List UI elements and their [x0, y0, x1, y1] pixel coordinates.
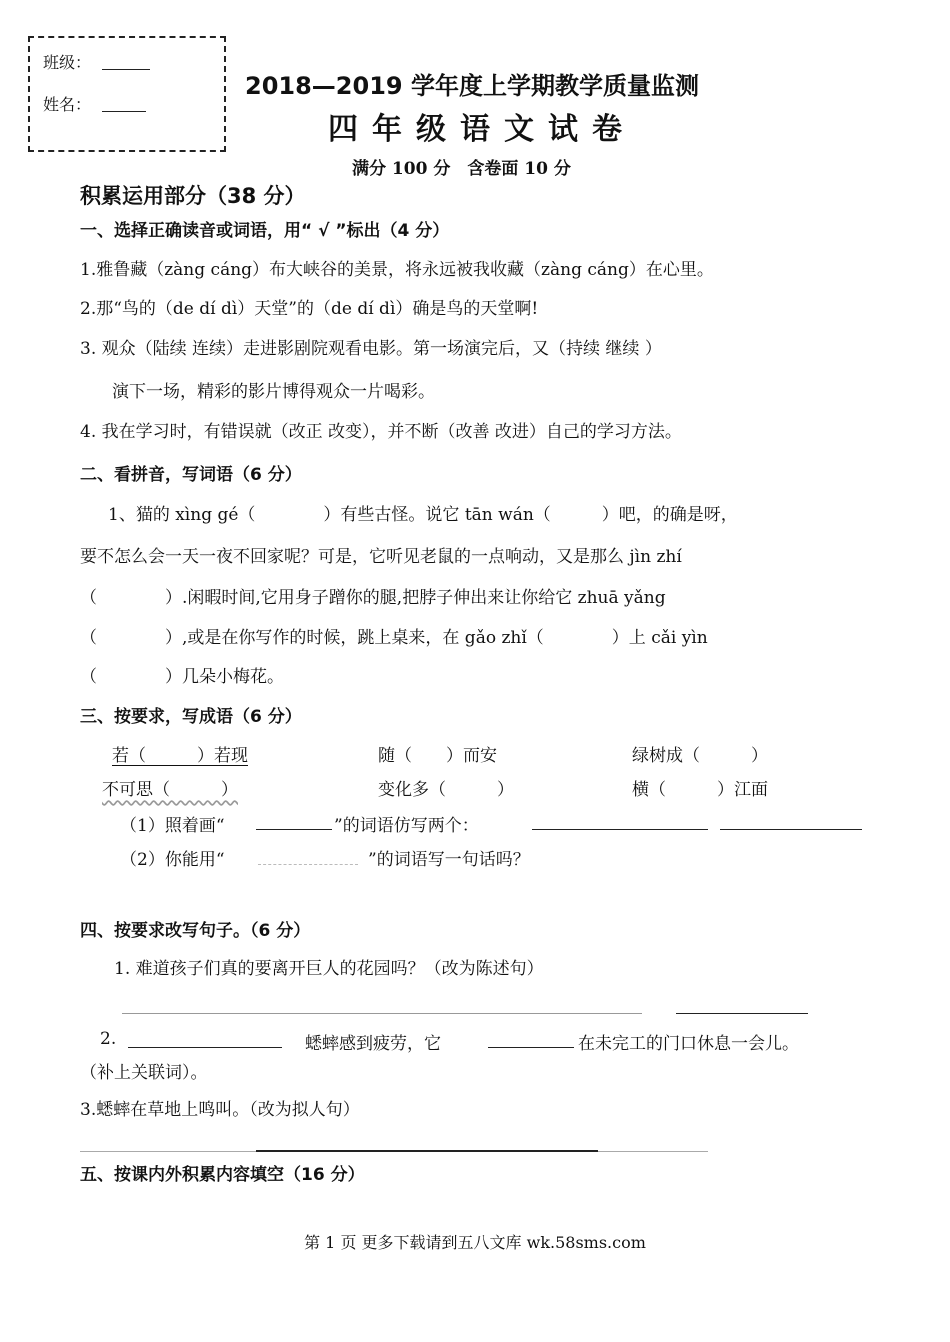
q3-sub1-answer-2[interactable]	[720, 828, 862, 830]
q4-answer-line-1a[interactable]	[122, 1012, 642, 1014]
idiom-5: 变化多（ ）	[378, 780, 514, 800]
q5-title: 五、按课内外积累内容填空（16 分）	[80, 1165, 365, 1185]
idiom-4: 不可思（ ）	[102, 780, 238, 800]
q3-sub1-suffix: ”的词语仿写两个：	[334, 816, 479, 836]
idiom-2: 随（ ）而安	[378, 746, 497, 766]
q2-line-4: （ ）,或是在你写作的时候，跳上桌来，在 gǎo zhǐ（ ）上 cǎi yìn	[80, 628, 708, 648]
q4-answer-line-3b[interactable]	[256, 1149, 598, 1152]
q1-line-2: 2.那“鸟的（de dí dì）天堂”的（de dí dì）确是鸟的天堂啊!	[80, 299, 539, 319]
q4-sentence-3: 3.蟋蟀在草地上鸣叫。（改为拟人句）	[80, 1100, 360, 1120]
q4-s2-text-a: 蟋蟀感到疲劳，它	[305, 1034, 441, 1054]
name-blank[interactable]	[102, 110, 146, 112]
q3-sub1-pattern-blank	[256, 828, 332, 830]
q4-sentence-1: 1. 难道孩子们真的要离开巨人的花园吗？（改为陈述句）	[114, 959, 544, 979]
idiom-1: 若（ ）若现	[112, 746, 248, 766]
idiom-3: 绿树成（ ）	[632, 746, 768, 766]
q2-line-5: （ ）几朵小梅花。	[80, 667, 284, 687]
class-label: 班级：	[43, 53, 92, 72]
q1-line-5: 4. 我在学习时，有错误就（改正 改变），并不断（改善 改进）自己的学习方法。	[80, 422, 682, 442]
q4-conjunction-blank-2[interactable]	[488, 1046, 574, 1048]
q4-s2-number: 2.	[100, 1029, 117, 1049]
exam-title-year: 2018—2019 学年度上学期教学质量监测	[245, 72, 699, 100]
q4-s2-note: （补上关联词）。	[80, 1063, 208, 1083]
q2-title: 二、看拼音，写词语（6 分）	[80, 465, 302, 485]
q3-sub2-suffix: ”的词语写一句话吗？	[368, 850, 530, 870]
score-info: 满分 100 分 含卷面 10 分	[352, 159, 571, 179]
page-footer: 第 1 页 更多下载请到五八文库 wk.58sms.com	[304, 1233, 646, 1252]
q4-title: 四、按要求改写句子。（6 分）	[80, 921, 311, 941]
q3-sub1-answer-1[interactable]	[532, 828, 708, 830]
q4-s2-text-b: 在未完工的门口休息一会儿。	[578, 1034, 799, 1054]
q3-sub1-prefix: （1）照着画“	[120, 816, 225, 836]
idiom-6: 横（ ）江面	[632, 780, 768, 800]
exam-title-main: 四年级语文试卷	[328, 112, 636, 147]
q4-conjunction-blank-1[interactable]	[128, 1046, 282, 1048]
q2-line-2: 要不怎么会一天一夜不回家呢？可是，它听见老鼠的一点响动，又是那么 jìn zhí	[80, 547, 682, 567]
q3-title: 三、按要求，写成语（6 分）	[80, 707, 302, 727]
q1-line-3: 3. 观众（陆续 连续）走进影剧院观看电影。第一场演完后，又（持续 继续 ）	[80, 339, 662, 359]
class-blank[interactable]	[102, 68, 150, 70]
q3-sub2-prefix: （2）你能用“	[120, 850, 225, 870]
part-title: 积累运用部分（38 分）	[80, 184, 306, 208]
q2-line-1: 1、猫的 xìng gé（ ）有些古怪。说它 tān wán（ ）吧，的确是呀，	[108, 505, 738, 525]
q1-line-4: 演下一场，精彩的影片博得观众一片喝彩。	[112, 382, 435, 402]
q1-line-1: 1.雅鲁藏（zàng cáng）布大峡谷的美景，将永远被我收藏（zàng cáng）在心里。	[80, 260, 714, 280]
q2-line-3: （ ）.闲暇时间,它用身子蹭你的腿,把脖子伸出来让你给它 zhuā yǎng	[80, 588, 666, 608]
q4-answer-line-1b[interactable]	[676, 1012, 808, 1014]
student-info-box	[28, 36, 226, 152]
q3-sub2-pattern-blank	[258, 852, 358, 865]
name-label: 姓名：	[43, 95, 92, 114]
q1-title: 一、选择正确读音或词语，用“ √ ”标出（4 分）	[80, 221, 450, 241]
